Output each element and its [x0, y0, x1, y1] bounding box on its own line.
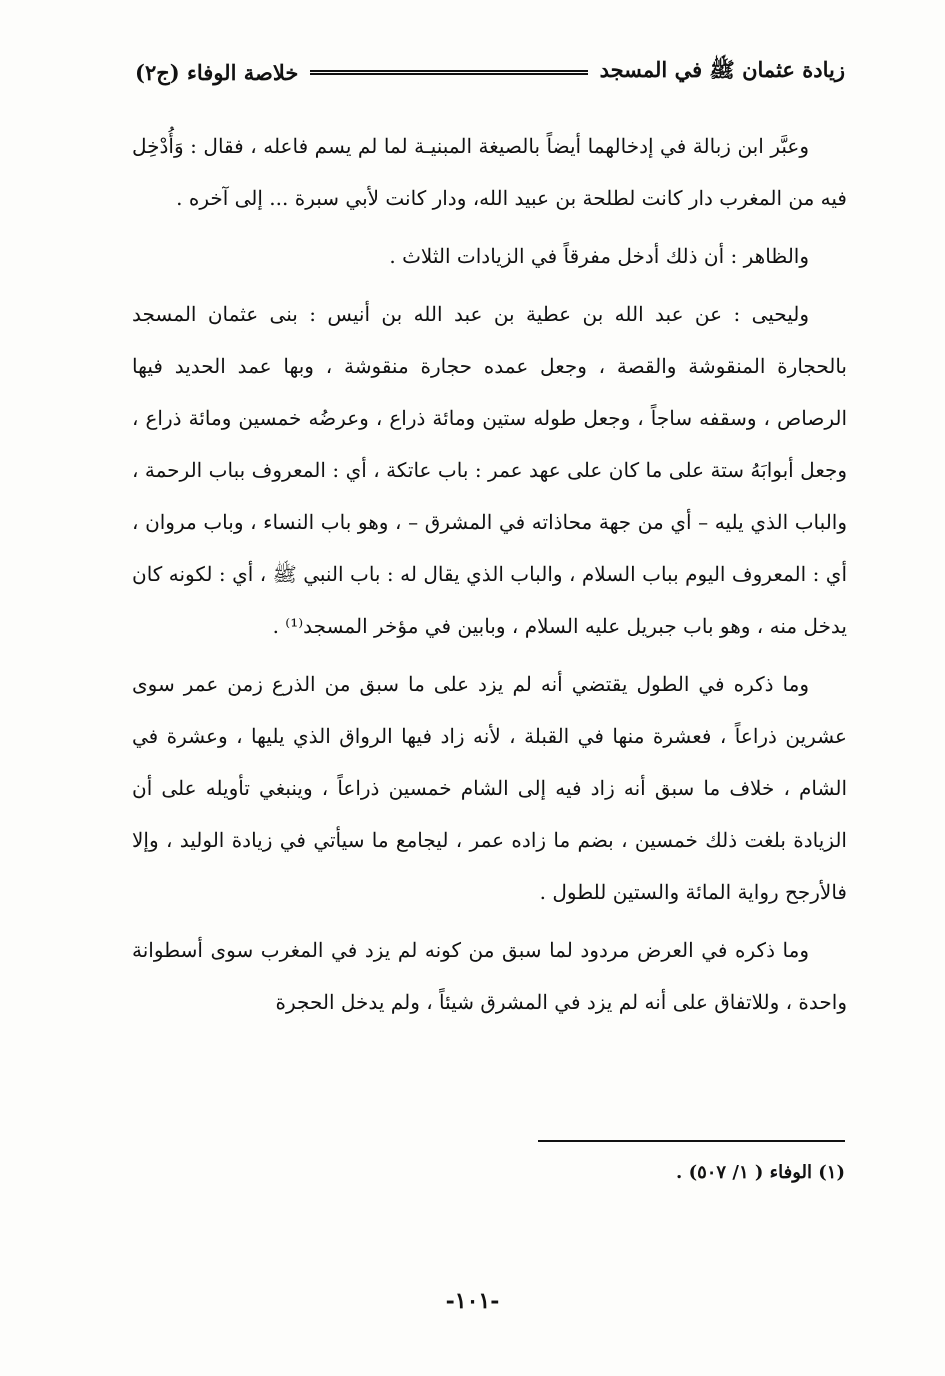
paragraph: والظاهر : أن ذلك أدخل مفرقاً في الزيادات الثلاث .: [389, 244, 809, 268]
header-book-title: خلاصة الوفاء (ج٢): [135, 59, 299, 85]
paragraph: وما ذكره في العرض مردود لما سبق من كونه لم يزد في المغرب سوى أسطوانة واحدة ، وللاتفاق على أنه لم يزد في المشرق شيئاً ، ولم يدخل الحجرة: [132, 938, 847, 1014]
running-header: [135, 52, 845, 92]
page-number: -١٠١-: [445, 1288, 500, 1314]
footnote-separator: [538, 1140, 845, 1142]
header-section-title: زيادة عثمان ﷺ في المسجد: [599, 56, 845, 82]
paragraph: وعبَّر ابن زبالة في إدخالهما أيضاً بالصيغة المبنيـة لما لم يسم فاعله ، فقال : وَأُدْخِل فيه من المغرب دار كانت لطلحة بن عبيد الله، ودار كانت لأبي سبرة ... إلى آخره .: [132, 134, 847, 210]
footnote: (١) الوفاء ( ١/ ٥٠٧) .: [676, 1162, 845, 1183]
header-double-rule: [310, 70, 587, 75]
body-text: [132, 120, 847, 1028]
paragraph: وليحيى : عن عبد الله بن عطية بن عبد الله بن أنيس : بنى عثمان المسجد بالحجارة المنقوشة والقصة ، وجعل عمده حجارة منقوشة ، وبها عمد الحديد فيها الرصاص ، وسقفه ساجاً ، وجعل طوله ستين ومائة ذراع ، وعرضُه خمسين ومائة ذراع ، وجعل أبوابَهُ ستة على ما كان على عهد عمر : باب عاتكة ، أي : المعروف بباب الرحمة ، والباب الذي يليه – أي من جهة محاذاته في المشرق – ، وهو باب النساء ، وباب مروان ، أي : المعروف اليوم بباب السلام ، والباب الذي يقال له : باب النبي ﷺ ، أي : لكونه كان يدخل منه ، وهو باب جبريل عليه السلام ، وبابين في مؤخر المسجد⁽¹⁾ .: [132, 302, 847, 638]
paragraph: وما ذكره في الطول يقتضي أنه لم يزد على ما سبق من الذرع زمن عمر سوى عشرين ذراعاً ، فعشرة منها في القبلة ، لأنه زاد فيها الرواق الذي يليها ، وعشرة في الشام ، خلاف ما سبق أنه زاد فيه إلى الشام خمسين ذراعاً ، وينبغي تأويله على أن الزيادة بلغت ذلك خمسين ، بضم ما زاده عمر ، ليجامع ما سيأتي في زيادة الوليد ، وإلا فالأرجح رواية المائة والستين للطول .: [132, 672, 847, 904]
